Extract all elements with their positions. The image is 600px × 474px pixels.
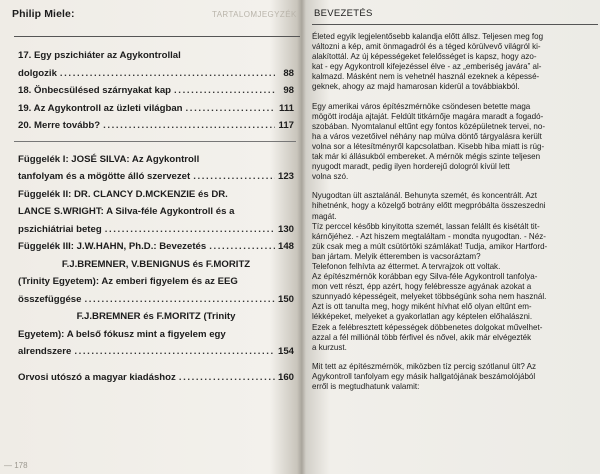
table-of-contents: [18, 47, 294, 386]
text-line: Azt is ott tanulta meg, hogy miként hívhat elő olyan eltűnt em-: [312, 302, 532, 312]
text-line: ha a város vezetőivel néhány nap múlva döntő tárgyalásra került: [312, 131, 542, 141]
text-line: azzal a fél milliónál több férfivel és nővel, akik már elvégezték: [312, 332, 532, 342]
text-line: Mit tett az építészmérnök, miközben tíz percig szótlanul ült? Az: [312, 361, 537, 371]
toc-entry-20: [18, 117, 294, 135]
toc-entry-19: [18, 100, 294, 118]
paragraph: [312, 191, 596, 353]
text-line: ban jártam. Melyik étteremben is vacsoráztam?: [312, 251, 481, 261]
closing-entry: [18, 369, 294, 387]
chapter-heading: BEVEZETÉS: [314, 8, 373, 19]
toc-entry-title: 19. Az Agykontroll az üzleti világban: [18, 102, 183, 114]
article-1-line1: F.J.BREMNER, V.BENIGNUS és F.MORITZ: [61, 258, 251, 270]
article-2-line1: F.J.BREMNER és F.MORITZ (Trinity: [76, 311, 236, 322]
text-line: alakítottál. Az új képességeket felelősséget is kapsz, hogy azo-: [312, 52, 537, 62]
text-line: kat - egy Agykontroll kifejezéssel élve - az „emberiség javára” al-: [312, 62, 542, 72]
paragraph: [312, 102, 596, 183]
body-text: [312, 32, 596, 392]
toc-page-number: 98: [283, 85, 294, 96]
leader-dots: [103, 117, 275, 135]
text-line: nyugodt maradt, pedig ilyen horderejű dologról kívül lett: [312, 162, 510, 172]
article-2: [18, 343, 294, 361]
toc-entry-title: összefüggése: [18, 293, 82, 305]
toc-page-number: 123: [277, 171, 294, 182]
text-line: a kurzust.: [312, 342, 347, 352]
article-1: [18, 291, 294, 309]
text-line: lékképeket, melyeket a gyakorlatlan agy képtelen előhalászni.: [312, 312, 533, 322]
leader-dots: [105, 221, 275, 239]
bleed-through-header: TARTALOMJEGYZÉK: [212, 10, 297, 19]
leader-dots: [174, 82, 275, 100]
text-line: magát.: [312, 211, 337, 221]
toc-page-number: 111: [279, 102, 294, 114]
text-line: tak már ki állásukból embereket. A mérnök mégis szinte teljesen: [312, 152, 541, 162]
section-rule: [14, 141, 296, 142]
article-1-line2: (Trinity Egyetem): Az emberi figyelem és az EEG: [18, 276, 238, 287]
paragraph: [312, 32, 596, 93]
toc-entry-title: 18. Önbecsülésed szárnyakat kap: [18, 85, 172, 96]
right-page: [304, 0, 600, 474]
toc-entry-17: [18, 65, 294, 83]
toc-page-number: 88: [283, 67, 294, 79]
toc-entry-title: dolgozik: [18, 67, 57, 79]
text-line: Ezek a felébresztett képességek döbbenetes dolgokat művelhet-: [312, 322, 543, 332]
leader-dots: [60, 65, 275, 83]
appendix-2: [18, 221, 294, 239]
text-line: Telefonon felhívta az éttermet. A tervrajzok ott voltak.: [312, 261, 501, 271]
toc-page-number: 150: [277, 293, 294, 305]
text-line: Az építészmérnök korábban egy Silva-féle Agykontroll tanfolya-: [312, 272, 538, 282]
leader-dots: [209, 238, 275, 256]
appendix-1: [18, 168, 294, 186]
toc-page-number: 148: [277, 241, 294, 252]
text-line: mögött irodája ajtaját. Feldúlt titkárnője magára maradt a fogadó-: [312, 111, 544, 121]
page-bottom-mark: — 178: [4, 461, 28, 470]
article-2-line2: Egyetem): A belső fókusz mint a figyelem egy: [18, 328, 226, 340]
text-line: Egy amerikai város építészmérnöke csöndesen betette maga: [312, 101, 531, 111]
text-line: Agykontroll tanfolyam egy másik hallgatójának beszámolójából: [312, 371, 536, 381]
toc-entry-title: tanfolyam és a mögötte álló szervezet: [18, 171, 191, 182]
text-line: kárnőjéhez. - Azt hiszem megtaláltam - mondta nyugodtan. - Néz-: [312, 231, 546, 241]
text-line: szunnyadó képességeit, melyeket többségünk soha nem használ.: [312, 292, 547, 302]
toc-entry-title: 20. Merre tovább?: [18, 120, 101, 131]
leader-dots: [193, 168, 275, 186]
header-rule: [14, 36, 300, 37]
toc-entry-title: Orvosi utószó a magyar kiadáshoz: [18, 371, 176, 383]
toc-entry-title: pszichiátriai beteg: [18, 223, 102, 235]
appendix-2-line1: Függelék II: DR. CLANCY D.MCKENZIE és DR.: [18, 188, 228, 200]
text-line: hihetnénk, hogy a közelgő botrány előtt megpróbálta összeszedni: [312, 201, 546, 211]
appendix-1-line1: Függelék I: JOSÉ SILVA: Az Agykontroll: [18, 153, 200, 165]
text-line: volna sor a létesítményről kapcsolatban. Kisebb hiba miatt is rúg-: [312, 141, 545, 151]
leader-dots: [186, 100, 275, 118]
text-line: Tíz perccel később kinyitotta szemét, lassan felállt és kisétált tit-: [312, 221, 540, 231]
toc-entry-18: [18, 82, 294, 100]
text-line: mon vett részt, épp azért, hogy felébressze agyának azokat a: [312, 282, 532, 292]
appendix-3: [18, 238, 294, 256]
toc-page-number: 117: [278, 120, 294, 131]
leader-dots: [74, 343, 275, 361]
text-line: változni a kép, amit önmagadról és a téged körülvevő világról ki-: [312, 42, 541, 52]
text-line: szobában. Nyomtalanul eltűnt egy fontos középületnek tervei, no-: [312, 121, 546, 131]
toc-page-number: 154: [277, 346, 294, 357]
heading-rule: [312, 24, 598, 25]
spacer: [18, 361, 294, 369]
toc-page-number: 160: [277, 371, 294, 383]
text-line: zük csak meg a múlt csütörtöki számlákat! Tudja, amikor Hartford-: [312, 241, 548, 251]
text-line: erről is megtudhatunk valamit:: [312, 382, 420, 391]
author-header: Philip Miele:: [12, 8, 75, 20]
appendix-2-line2: LANCE S.WRIGHT: A Silva-féle Agykontroll és a: [18, 206, 235, 217]
text-line: volna szó.: [312, 172, 349, 182]
text-line: kalmazd. Másként nem is vehetnél használ ezeknek a képessé-: [312, 72, 540, 82]
toc-entry-17-line1: 17. Egy pszichiáter az Agykontrollal: [18, 50, 181, 61]
toc-entry-title: alrendszere: [18, 346, 72, 357]
leader-dots: [179, 369, 275, 387]
text-line: geknek, ahogy az majd hamarosan kiderül a továbbiakból.: [312, 82, 520, 92]
toc-entry-title: Függelék III: J.W.HAHN, Ph.D.: Bevezetés: [18, 241, 207, 252]
text-line: Életed egyik legjelentősebb kalandja előtt állsz. Teljesen meg fog: [312, 32, 544, 41]
toc-page-number: 130: [277, 223, 294, 235]
text-line: Nyugodtan ült asztalánál. Behunyta szemét, és koncentrált. Azt: [312, 191, 537, 201]
leader-dots: [84, 291, 275, 309]
paragraph: [312, 362, 596, 392]
